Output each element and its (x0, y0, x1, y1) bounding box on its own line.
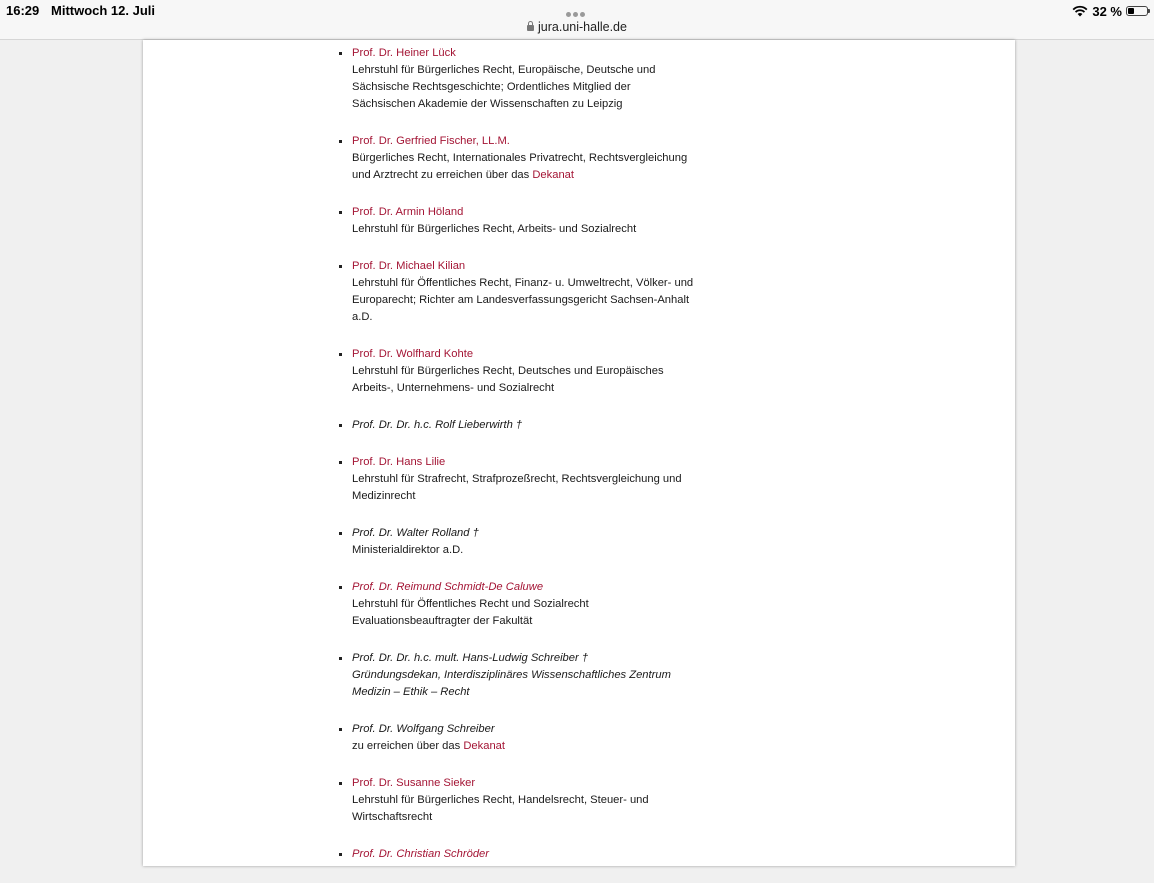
bullet-icon (339, 140, 342, 143)
faculty-description-text: Lehrstuhl für Öffentliches Recht, Finanz- u. Umweltrecht, Völker- und Europarecht; Richter am Landesverfassungsgericht Sachsen-Anhalt a.D. (352, 277, 694, 323)
faculty-entry (339, 204, 719, 238)
faculty-description (352, 275, 719, 326)
faculty-entry (339, 133, 719, 184)
faculty-description-text: Lehrstuhl für Strafrecht, Strafprozeßrecht, Rechtsvergleichung und Medizinrecht (352, 473, 682, 502)
bullet-icon (339, 353, 342, 356)
faculty-description-text: Bürgerliches Recht, Internationales Privatrecht, Rechtsvergleichung und Arztrecht zu erreichen über das (352, 152, 688, 181)
faculty-name: Prof. Dr. Wolfgang Schreiber (352, 723, 495, 735)
status-indicators (1072, 3, 1148, 19)
faculty-list (339, 45, 719, 883)
faculty-entry (339, 258, 719, 326)
bullet-icon (339, 586, 342, 589)
wifi-icon (1072, 5, 1088, 17)
faculty-description-text: zu erreichen über das (352, 740, 464, 752)
faculty-name-link[interactable]: Prof. Dr. Gerfried Fischer, LL.M. (352, 135, 510, 147)
faculty-entry (339, 579, 719, 630)
faculty-entry (339, 650, 719, 701)
faculty-description-text: Lehrstuhl für Bürgerliches Recht, Handelsrecht, Steuer- und Wirtschaftsrecht (352, 794, 649, 823)
faculty-entry (339, 846, 719, 863)
faculty-entry (339, 417, 719, 434)
battery-percent: 32 % (1092, 3, 1122, 19)
faculty-description-text: Lehrstuhl für Bürgerliches Recht, Europäische, Deutsche und Sächsische Rechtsgeschichte; Ordentliches Mitglied der Sächsischen Akademie der Wissenschaften zu Leipzig (352, 64, 656, 110)
faculty-entry (339, 525, 719, 559)
faculty-name-link[interactable]: Prof. Dr. Hans Lilie (352, 456, 446, 468)
faculty-name-link[interactable]: Prof. Dr. Michael Kilian (352, 260, 466, 272)
faculty-description (352, 62, 719, 113)
bullet-icon (339, 265, 342, 268)
bullet-icon (339, 853, 342, 856)
faculty-name: Prof. Dr. Dr. h.c. Rolf Lieberwirth † (352, 419, 523, 431)
faculty-description (352, 792, 719, 826)
dekanat-link[interactable]: Dekanat (463, 740, 505, 752)
faculty-name-link[interactable]: Prof. Dr. Armin Höland (352, 206, 464, 218)
bullet-icon (339, 52, 342, 55)
faculty-entry (339, 346, 719, 397)
multitasking-dots-icon[interactable] (566, 4, 590, 12)
bullet-icon (339, 211, 342, 214)
faculty-description-text: Lehrstuhl für Öffentliches Recht und Sozialrecht Evaluationsbeauftragter der Fakultät (352, 598, 589, 627)
bullet-icon (339, 532, 342, 535)
faculty-description (352, 542, 719, 559)
address-bar[interactable] (0, 20, 1154, 34)
faculty-name-link[interactable]: Prof. Dr. Susanne Sieker (352, 777, 476, 789)
faculty-name-link[interactable]: Prof. Dr. Christian Schröder (352, 848, 489, 860)
faculty-description-text: Lehrstuhl für Bürgerliches Recht, Arbeits- und Sozialrecht (352, 223, 637, 235)
faculty-entry (339, 454, 719, 505)
faculty-description (352, 363, 719, 397)
lock-icon (527, 25, 534, 31)
dekanat-link[interactable]: Dekanat (532, 169, 575, 181)
web-page (143, 40, 1015, 866)
faculty-description (352, 471, 719, 505)
status-date: Mittwoch 12. Juli (51, 3, 156, 18)
faculty-description-text: Lehrstuhl für Bürgerliches Recht, Deutsches und Europäisches Arbeits-, Unternehmens- und Sozialrecht (352, 365, 664, 394)
bullet-icon (339, 728, 342, 731)
faculty-name: Prof. Dr. Walter Rolland † (352, 527, 479, 539)
faculty-name-link[interactable]: Prof. Dr. Wolfhard Kohte (352, 348, 474, 360)
battery-icon (1126, 6, 1148, 16)
faculty-description (352, 150, 719, 184)
faculty-entry (339, 45, 719, 113)
faculty-name-link[interactable]: Prof. Dr. Reimund Schmidt-De Caluwe (352, 581, 544, 593)
bullet-icon (339, 461, 342, 464)
faculty-description (352, 667, 719, 701)
status-bar (0, 0, 1154, 40)
status-time: 16:29 (6, 3, 40, 18)
bullet-icon (339, 424, 342, 427)
faculty-description (352, 738, 719, 755)
faculty-entry (339, 721, 719, 755)
bullet-icon (339, 657, 342, 660)
faculty-name: Prof. Dr. Dr. h.c. mult. Hans-Ludwig Schreiber † (352, 652, 589, 664)
battery-fill (1128, 8, 1134, 14)
faculty-entry (339, 775, 719, 826)
faculty-description (352, 596, 719, 630)
bullet-icon (339, 782, 342, 785)
faculty-description-text: Ministerialdirektor a.D. (352, 544, 464, 556)
faculty-name-link[interactable]: Prof. Dr. Heiner Lück (352, 47, 456, 59)
faculty-description (352, 221, 719, 238)
url-text: jura.uni-halle.de (538, 20, 627, 34)
faculty-description-text: Gründungsdekan, Interdisziplinäres Wissenschaftliches Zentrum Medizin – Ethik – Recht (352, 669, 671, 698)
